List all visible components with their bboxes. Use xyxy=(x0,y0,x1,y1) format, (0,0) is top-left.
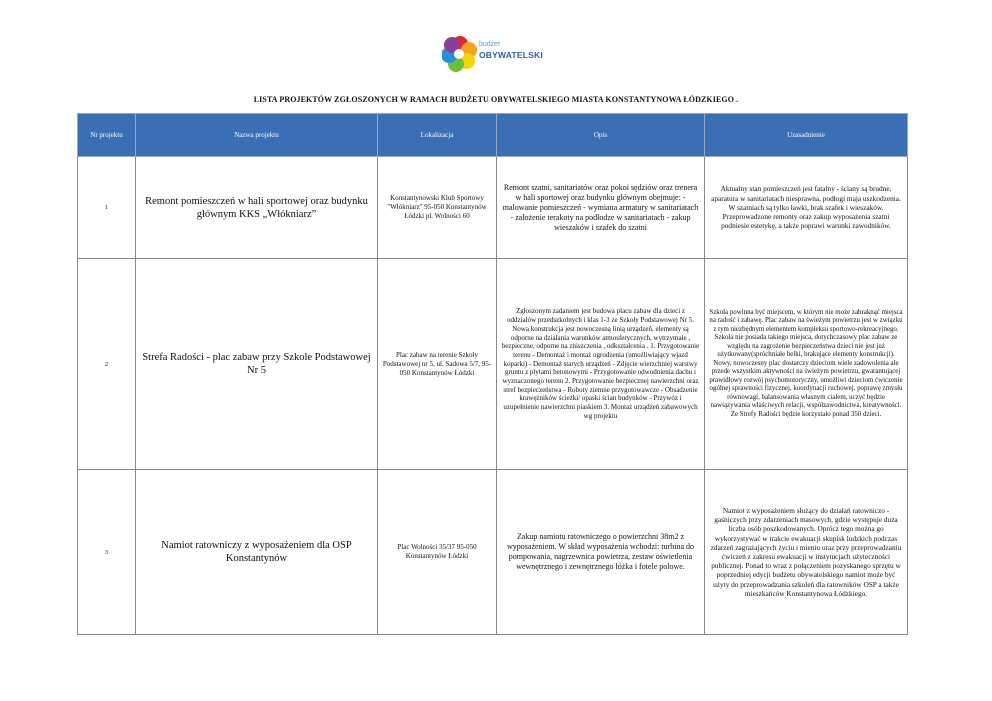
document-title: LISTA PROJEKTÓW ZGŁOSZONYCH W RAMACH BUDŻETU OBYWATELSKIEGO MIASTA KONSTANTYNOWA ŁÓDZKIEGO . xyxy=(253,95,739,104)
budget-logo xyxy=(442,34,562,74)
cell-description: Zgłoszonym zadaniem jest budowa placu zabaw dla dzieci z oddziałów przedszkolnych i klas 1-3 ze Szkoły Podstawowej Nr 5. Nowa konstrukcja jest nowoczesną linią urządzeń, elementy są odporne na działania warunków atmosferycznych, wytrzymałe , bezpieczne, odporne na zniszczenia , odkształcenia . 1. Przygotowanie terenu - Demontaż i montaż ogrodzenia (umożliwiający wjazd koparki) - Demontaż starych urządzeń - Zdjęcie wierzchniej warstwy gruntu z płytami betonowymi - Przygotowanie odwodnienia dachu i wyznaczonego terenu 2. Przygotowanie bezpiecznej nawierzchni oraz stref bezpieczeństwa - Roboty ziemne przygotowawcze - Obsadzenie krawężników ścieżki/ opaski ścian budynków - Przywóz i uzupełnienie nawierzchni piaskiem 3. Montaż urządzeń zabawowych wg projektu xyxy=(497,259,705,470)
flower-logo-icon xyxy=(442,34,478,74)
table-row xyxy=(78,157,908,259)
cell-justification: Aktualny stan pomieszczeń jest fatalny - ściany są brudne, aparatura w sanitariatach niesprawna, podłogi maja uszkodzenia. W szatniach są tylko ławki, brak szafek i wieszaków. Przeprowadzone remonty oraz zakup wyposażenia szatni podniesie estetykę, a także poprawi warunki zawodników. xyxy=(705,157,908,259)
cell-location: Plac Wolności 35/37 95-050 Konstantynów Łódzki xyxy=(378,470,497,635)
projects-table xyxy=(77,113,908,635)
cell-nr: 3 xyxy=(78,470,136,635)
header-location: Lokalizacja xyxy=(378,114,497,157)
cell-nr: 1 xyxy=(78,157,136,259)
table-header-row xyxy=(78,114,908,157)
header-justification: Uzasadnienie xyxy=(705,114,908,157)
cell-description: Remont szatni, sanitariatów oraz pokoi sędziów oraz trenera w hali sportowej oraz budynku głównym obejmuje: - malowanie pomieszczeń - wymiana armatury w sanitariatach - założenie terakoty na podłodze w sanitariatach - zakup wieszaków i szafek do szatni xyxy=(497,157,705,259)
cell-description: Zakup namiotu ratowniczego o powierzchni 38m2 z wyposażeniem. W skład wyposażenia wchodzi: turbina do pompowania, nagrzewnica powietrza, zestaw oświetlenia wewnętrznego i zewnętrznego łóżka i fotele polowe. xyxy=(497,470,705,635)
table-row xyxy=(78,470,908,635)
header-name: Nazwa projektu xyxy=(136,114,378,157)
cell-name: Namiot ratowniczy z wyposażeniem dla OSP Konstantynów xyxy=(136,470,378,635)
cell-justification: Namiot z wyposażeniem służący do działań ratowniczo - gaśniczych przy zdarzeniach masowych, gdzie występuje duża liczba osób poszkodowanych. Oprócz tego można go wykorzystywać w trakcie ewakuacji skupisk ludzkich podczas zdarzeń zagrażających życiu i mieniu oraz przy przeprowadzaniu ćwiczeń z zakresu ewakuacji w instytucjach użyteczności publicznej. Ponad to wraz z połączeniem pozyskanego sprzętu w poprzedniej edycji budżetu obywatelskiego namiot może być użyty do przeprowadzania szkoleń dla ratowników OSP a także mieszkańców Konstantynowa Łódzkiego. xyxy=(705,470,908,635)
cell-location: Konstantynowski Klub Sportowy "Włókniarz" 95-050 Konstantynów Łódzki pl. Wolności 60 xyxy=(378,157,497,259)
header-description: Opis xyxy=(497,114,705,157)
cell-location: Plac zabaw na terenie Szkoły Podstawowej nr 5, ul. Sadowa 5/7, 95-050 Konstantynów Łódzki xyxy=(378,259,497,470)
cell-nr: 2 xyxy=(78,259,136,470)
logo-line2: OBYWATELSKI xyxy=(479,50,543,60)
cell-name: Strefa Radości - plac zabaw przy Szkole Podstawowej Nr 5 xyxy=(136,259,378,470)
logo-line1: budżet xyxy=(479,41,501,48)
header-nr: Nr projektu xyxy=(78,114,136,157)
table-row xyxy=(78,259,908,470)
cell-justification: Szkoła powinna być miejscem, w którym nie może zabraknąć miejsca na radość i zabawę. Plac zabaw na świeżym powietrzu jest w związku z tym niezbędnym elementem kompleksu sportowo-rekreacyjnego. Szkoła nie posiada takiego miejsca, dotychczasowy plac zabaw ze względu na zagrożenie bezpieczeństwa dzieci nie jest już użytkowany(spróchniałe belki, brakujące elementy konstrukcji). Nowy, nowoczesny plac dostarczy dzieciom wiele zadowolenia ale przede wszystkim aktywności na świeżym powietrzu, gwarantującej prawidłowy rozwój psychomotoryczny, umożliwi dzieciom ćwiczenie ogólnej sprawności fizycznej, koordynacji ruchowej, poprawę zmysłu równowagi, balansowania własnym ciałem, uczyć będzie nawiązywania właściwych relacji, współzawodnictwa, kreatywności. Ze Strefy Radości będzie korzystało ponad 350 dzieci. xyxy=(705,259,908,470)
cell-name: Remont pomieszczeń w hali sportowej oraz budynku głównym KKS „Włókniarz” xyxy=(136,157,378,259)
